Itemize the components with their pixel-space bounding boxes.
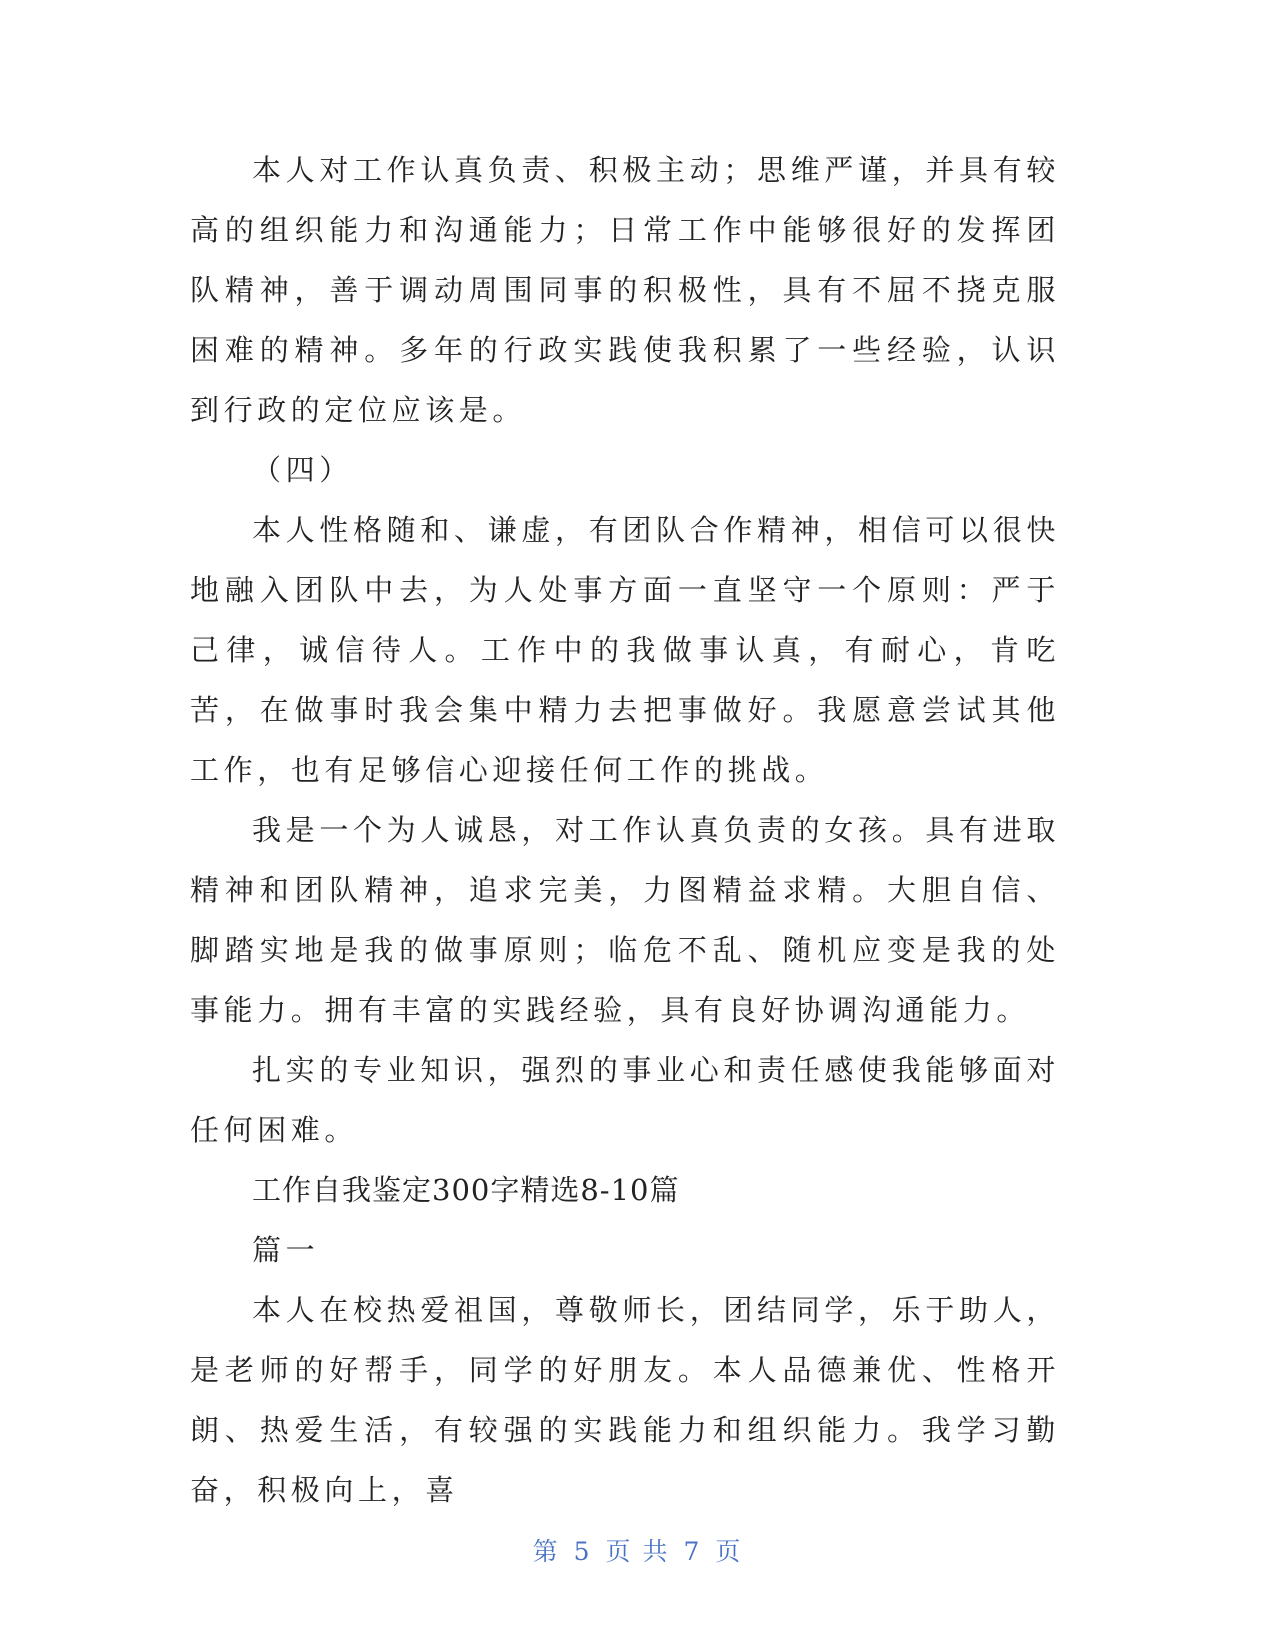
paragraph: 本人性格随和、谦虚，有团队合作精神，相信可以很快地融入团队中去，为人处事方面一直坚守一个原则：严于己律，诚信待人。工作中的我做事认真，有耐心，肯吃苦，在做事时我会集中精力去把事做好。我愿意尝试其他工作，也有足够信心迎接任何工作的挑战。 bbox=[190, 513, 1060, 787]
section-subtitle: 篇一 bbox=[252, 1233, 320, 1267]
paragraph: 扎实的专业知识，强烈的事业心和责任感使我能够面对任何困难。 bbox=[190, 1053, 1060, 1147]
paragraph: 本人对工作认真负责、积极主动；思维严谨，并具有较高的组织能力和沟通能力；日常工作中能够很好的发挥团队精神，善于调动周围同事的积极性，具有不屈不挠克服困难的精神。多年的行政实践使我积累了一些经验，认识到行政的定位应该是。 bbox=[190, 153, 1060, 427]
paragraph: 我是一个为人诚恳，对工作认真负责的女孩。具有进取精神和团队精神，追求完美，力图精益求精。大胆自信、脚踏实地是我的做事原则；临危不乱、随机应变是我的处事能力。拥有丰富的实践经验，具有良好协调沟通能力。 bbox=[190, 813, 1060, 1027]
section-title: 工作自我鉴定300字精选8-10篇 bbox=[252, 1173, 680, 1207]
document-body bbox=[190, 140, 1060, 1520]
section-marker: （四） bbox=[252, 453, 353, 487]
paragraph: 本人在校热爱祖国，尊敬师长，团结同学，乐于助人，是老师的好帮手，同学的好朋友。本人品德兼优、性格开朗、热爱生活，有较强的实践能力和组织能力。我学习勤奋，积极向上，喜 bbox=[190, 1293, 1060, 1507]
current-page-number: 5 bbox=[573, 1537, 592, 1566]
footer-prefix: 第 bbox=[532, 1537, 560, 1566]
total-pages-number: 7 bbox=[683, 1537, 702, 1566]
page-footer bbox=[0, 1532, 1275, 1568]
footer-middle: 页 共 bbox=[605, 1537, 670, 1566]
footer-suffix: 页 bbox=[715, 1537, 743, 1566]
